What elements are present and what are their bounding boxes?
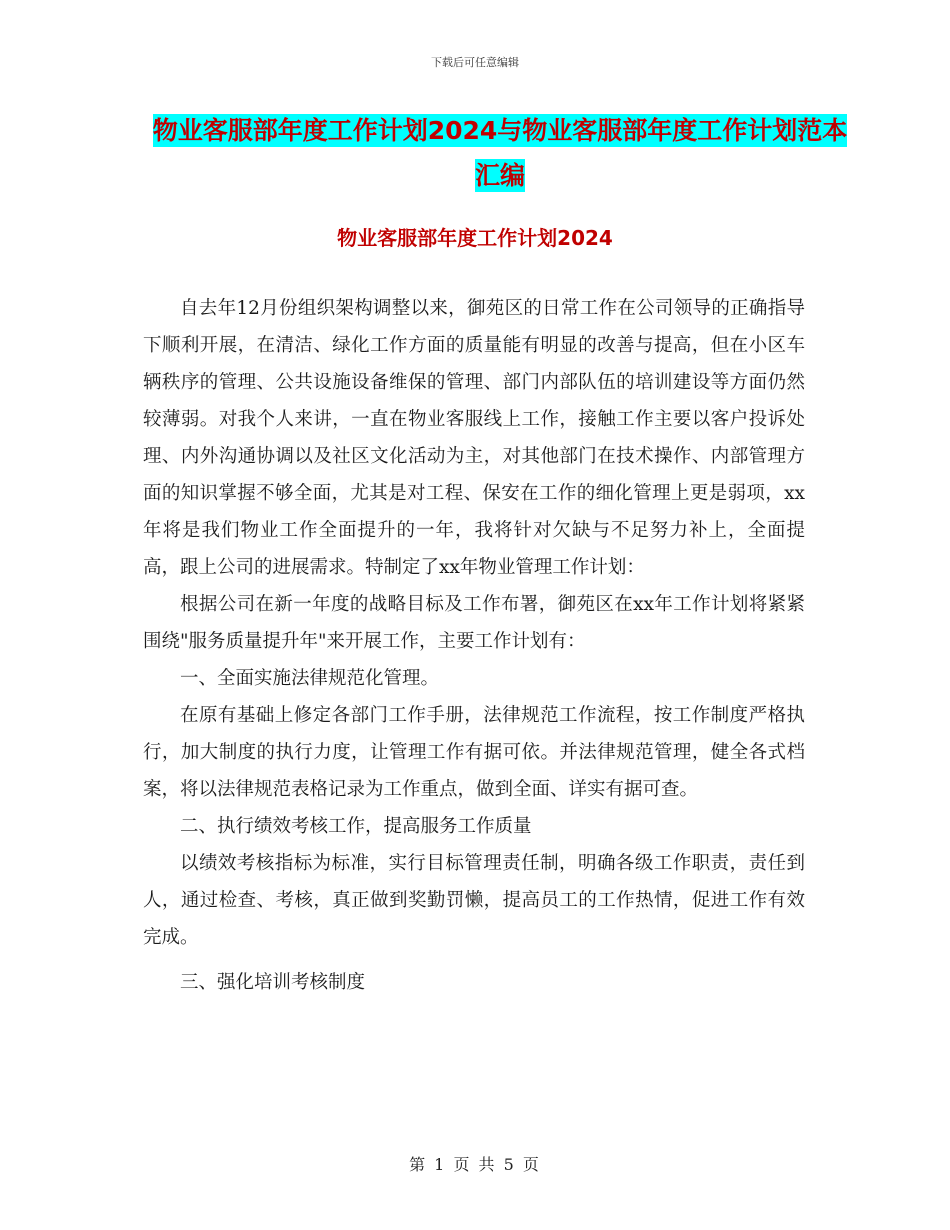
paragraph: 在原有基础上修定各部门工作手册，法律规范工作流程，按工作制度严格执行，加大制度的执行力度，让管理工作有据可依。并法律规范管理，健全各式档案，将以法律规范表格记录为工作重点，做到全面、详实有据可查。	[143, 705, 805, 800]
section-title: 物业客服部年度工作计划2024	[337, 226, 613, 250]
document-body	[143, 290, 805, 1001]
section-heading: 二、执行绩效考核工作，提高服务工作质量	[180, 816, 532, 837]
paragraph: 根据公司在新一年度的战略目标及工作布署，御苑区在xx年工作计划将紧紧围绕"服务质量提升年"来开展工作，主要工作计划有：	[143, 594, 805, 652]
page-header-note: 下载后可任意编辑	[431, 56, 519, 69]
paragraph: 自去年12月份组织架构调整以来，御苑区的日常工作在公司领导的正确指导下顺利开展，在清洁、绿化工作方面的质量能有明显的改善与提高，但在小区车辆秩序的管理、公共设施设备维保的管理、部门内部队伍的培训建设等方面仍然较薄弱。对我个人来讲，一直在物业客服线上工作，接触工作主要以客户投诉处理、内外沟通协调以及社区文化活动为主，对其他部门在技术操作、内部管理方面的知识掌握不够全面，尤其是对工程、保安在工作的细化管理上更是弱项，xx年将是我们物业工作全面提升的一年，我将针对欠缺与不足努力补上，全面提高，跟上公司的进展需求。特制定了xx年物业管理工作计划：	[143, 298, 805, 578]
document-title	[150, 108, 850, 198]
page-footer-number: 第 1 页 共 5 页	[409, 1155, 541, 1174]
paragraph: 以绩效考核指标为标准，实行目标管理责任制，明确各级工作职责，责任到人，通过检查、考核，真正做到奖勤罚懒，提高员工的工作热情，促进工作有效完成。	[143, 853, 805, 948]
section-heading: 一、全面实施法律规范化管理。	[180, 668, 440, 689]
document-title-text: 物业客服部年度工作计划2024与物业客服部年度工作计划范本汇编	[152, 116, 848, 190]
section-heading: 三、强化培训考核制度	[180, 972, 366, 993]
